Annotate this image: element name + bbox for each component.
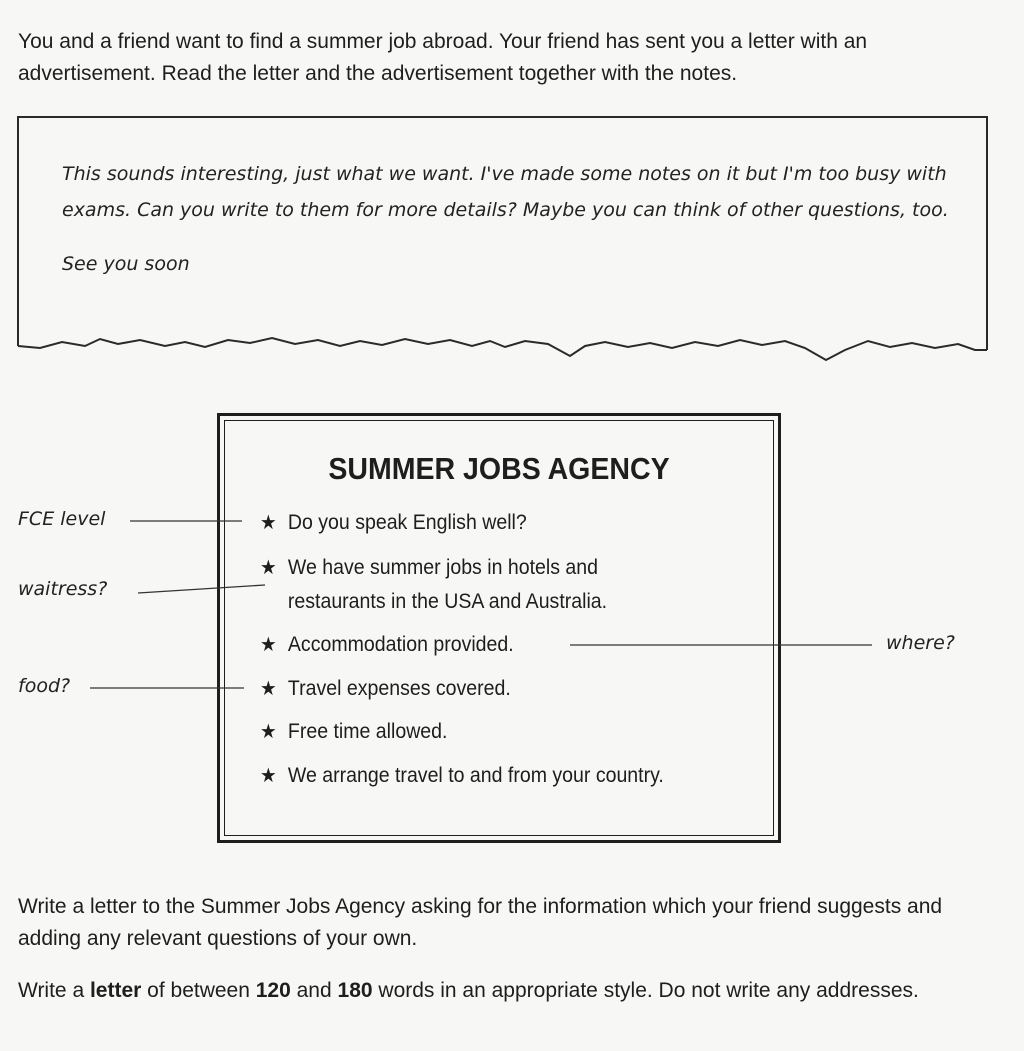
star-icon: ★ [260,765,277,787]
friend-letter [62,156,962,282]
ad-item-text: We have summer jobs in hotels and restaurants in the USA and Australia. [287,556,608,613]
instruction-min-words: 120 [255,979,291,1002]
ad-item-text: Accommodation provided. [287,633,514,656]
ad-item-free-time [260,715,679,749]
ad-item-text: We arrange travel to and from your country. [287,764,664,787]
instruction-text: words in an appropriate style. Do not write any addresses. [372,979,919,1002]
letter-signoff: See you soon [62,253,190,275]
ad-item-text: Free time allowed. [287,720,448,743]
instruction-line-2 [18,975,1008,1007]
instruction-emphasis-letter: letter [89,979,142,1002]
star-icon: ★ [260,721,277,743]
note-waitress: waitress? [18,578,108,600]
instruction-text: of between [141,979,256,1002]
ad-item-arrange-travel [260,759,679,793]
ad-item-text: Travel expenses covered. [287,677,511,700]
note-food: food? [18,675,71,697]
instruction-text: and [290,979,338,1002]
letter-torn-edge [18,338,987,360]
note-where: where? [886,632,955,654]
ad-item-english [260,506,679,540]
ad-item-jobs [260,551,679,619]
ad-item-travel-expenses [260,672,679,706]
ad-item-accommodation [260,628,679,662]
instruction-line-1: Write a letter to the Summer Jobs Agency asking for the information which your friend suggests and adding any relevant questions of your own. [18,895,943,950]
star-icon: ★ [260,557,277,579]
task-intro: You and a friend want to find a summer job abroad. Your friend has sent you a letter with an advertisement. Read the letter and the advertisement together with the notes. [18,30,868,85]
instruction-max-words: 180 [337,979,373,1002]
instruction-text: Write a [18,979,90,1002]
star-icon: ★ [260,678,277,700]
ad-item-text: Do you speak English well? [287,511,527,534]
advertisement-title: SUMMER JOBS AGENCY [328,451,670,486]
note-fce-level: FCE level [18,508,106,530]
letter-body: This sounds interesting, just what we want. I've made some notes on it but I'm too busy with exams. Can you write to them for more details? Maybe you can think of other questions, too. [62,163,949,221]
advertisement-box [217,413,781,843]
star-icon: ★ [260,634,277,656]
star-icon: ★ [260,512,277,534]
